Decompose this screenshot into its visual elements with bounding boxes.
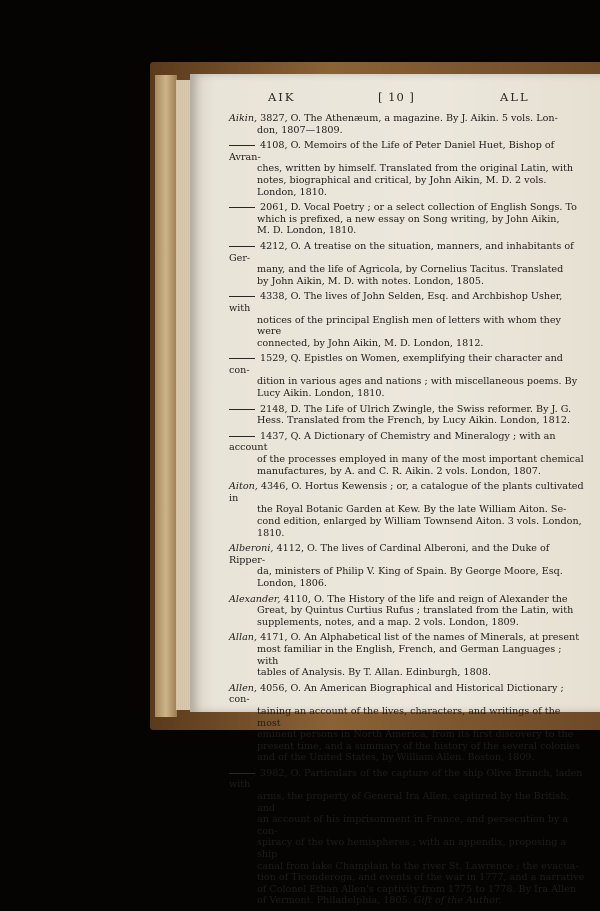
catalogue-entry — [229, 202, 585, 237]
catalogue-entry — [229, 594, 585, 629]
entry-continuation-line: the Royal Botanic Garden at Kew. By the late William Aiton. Se- — [257, 504, 567, 516]
entry-continuation-line: of Vermont. Philadelphia, 1805. Gift of the Author. — [257, 895, 502, 907]
header-right: ALL — [500, 90, 530, 104]
entry-continuation-line: of the processes employed in many of the most important chemical — [257, 454, 584, 466]
entry-first-line — [229, 481, 585, 504]
catalogue-entry — [229, 140, 585, 198]
entry-text: 2061, D. Vocal Poetry ; or a select collection of English Songs. To — [257, 202, 577, 214]
entry-text: 2148, D. The Life of Ulrich Zwingle, the Swiss reformer. By J. G. — [257, 403, 572, 415]
entry-first-line — [229, 291, 585, 314]
catalogue-entry — [229, 404, 585, 427]
entry-text: 3982, O. Particulars of the capture of the ship Olive Branch, laden with — [229, 767, 583, 791]
entry-continuation-line: connected, by John Aikin, M. D. London, 1812. — [257, 337, 484, 349]
gift-note: Gift of the Author. — [410, 895, 502, 907]
page-number: [ 10 ] — [378, 90, 415, 104]
entry-continuation-line: taining an account of the lives, characters, and writings of the most — [257, 705, 561, 729]
catalogue-entries — [229, 113, 585, 911]
entry-continuation-line: supplements, notes, and a map. 2 vols. London, 1809. — [257, 616, 519, 628]
entry-continuation-line: London, 1806. — [257, 577, 327, 589]
entry-headword: Aiton, — [229, 481, 258, 493]
entry-continuation-line: Hess. Translated from the French, by Lucy Aikin. London, 1812. — [257, 415, 571, 427]
book-spine-edge — [155, 75, 177, 717]
entry-continuation-line: manufactures, by A. and C. R. Aikin. 2 vols. London, 1807. — [257, 465, 541, 477]
catalogue-entry — [229, 632, 585, 678]
entry-first-line — [229, 543, 585, 566]
entry-text: 1437, Q. A Dictionary of Chemistry and Mineralogy ; with an account — [229, 430, 556, 454]
entry-continuation-line: 1810. — [257, 527, 285, 539]
entry-headword: Alexander, — [229, 593, 281, 605]
entry-first-line — [229, 594, 585, 606]
entry-continuation-line: spiracy of the two hemispheres ; with an appendix, proposing a ship — [257, 837, 567, 861]
entry-first-line — [229, 431, 585, 454]
entry-continuation-line: most familiar in the English, French, and German Languages ; with — [257, 643, 562, 667]
entry-first-line — [229, 140, 585, 163]
entry-continuation-line: London, 1810. — [257, 186, 327, 198]
entry-continuation-line: notes, biographical and critical, by John Aikin, M. D. 2 vols. — [257, 174, 547, 186]
entry-continuation-line: Lucy Aikin. London, 1810. — [257, 388, 385, 400]
entry-text: 4112, O. The lives of Cardinal Alberoni, and the Duke of Ripper- — [229, 543, 550, 566]
entry-first-line — [229, 113, 585, 125]
entry-text: 4108, O. Memoirs of the Life of Peter Daniel Huet, Bishop of Avran- — [229, 140, 555, 163]
catalogue-entry — [229, 481, 585, 539]
entry-continuation-line: Great, by Quintus Curtius Rufus ; translated from the Latin, with — [257, 605, 574, 617]
entry-text: 1529, Q. Epistles on Women, exemplifying their character and con- — [229, 353, 563, 376]
entry-continuation-line: tables of Analysis. By T. Allan. Edinburgh, 1808. — [257, 667, 491, 679]
ditto-dash — [229, 296, 255, 297]
entry-continuation-line: da, ministers of Philip V. King of Spain. By George Moore, Esq. — [257, 566, 563, 578]
entry-headword: Aikin, — [229, 113, 258, 124]
catalogue-entry — [229, 291, 585, 349]
entry-continuation-line: by John Aikin, M. D. with notes. London, 1805. — [257, 275, 485, 287]
entry-first-line — [229, 683, 585, 706]
catalogue-entry — [229, 431, 585, 477]
entry-continuation-line: M. D. London, 1810. — [257, 225, 357, 237]
entry-first-line — [229, 241, 585, 264]
running-header — [268, 90, 568, 106]
entry-continuation-line: which is prefixed, a new essay on Song writing, by John Aikin, — [257, 213, 560, 225]
entry-continuation-line: and of the United States, by William Allen. Boston, 1809. — [257, 752, 535, 764]
header-left: AIK — [268, 90, 296, 104]
catalogue-entry — [229, 768, 585, 907]
entry-continuation-line: cond edition, enlarged by William Townsend Aiton. 3 vols. London, — [257, 516, 582, 527]
entry-continuation-line: canal from lake Champlain to the river St. Lawrence ; the evacua- — [257, 860, 579, 872]
entry-text: 4338, O. The lives of John Selden, Esq. and Archbishop Usher, with — [229, 291, 563, 314]
ditto-dash — [229, 436, 255, 437]
entry-continuation-line: tion of Ticonderoga, and events of the war in 1777, and a narrative — [257, 872, 585, 884]
catalogue-entry — [229, 241, 585, 287]
entry-continuation-line: ches, written by himself. Translated from the original Latin, with — [257, 163, 574, 175]
entry-headword: Allen, — [229, 682, 257, 694]
catalogue-entry — [229, 113, 585, 136]
entry-continuation-line: an account of his imprisonment in France, and persecution by a con- — [257, 814, 569, 837]
entry-text: 3827, O. The Athenæum, a magazine. By J. Aikin. 5 vols. Lon- — [257, 113, 558, 124]
catalogue-entry — [229, 683, 585, 764]
entry-continuation-line: don, 1807—1809. — [257, 124, 343, 136]
entry-continuation-line: present time, and a summary of the history of the several colonies — [257, 740, 580, 752]
entry-continuation-line: of Colonel Ethan Allen's captivity from 1775 to 1778. By Ira Allen — [257, 883, 577, 895]
entry-headword: Allan, — [229, 632, 258, 644]
entry-continuation-line: eminent persons in North America, from its first discovery to the — [257, 729, 574, 741]
entry-text: 4212, O. A treatise on the situation, manners, and inhabitants of Ger- — [229, 240, 574, 264]
entry-first-line — [229, 768, 585, 791]
catalogue-entry — [229, 353, 585, 399]
ditto-dash — [229, 358, 255, 359]
entry-text: 4346, O. Hortus Kewensis ; or, a catalogue of the plants cultivated in — [229, 481, 584, 504]
catalogue-entry — [229, 543, 585, 589]
entry-text: 4110, O. The History of the life and reign of Alexander the — [280, 593, 568, 605]
entry-continuation-line: dition in various ages and nations ; with miscellaneous poems. By — [257, 376, 578, 388]
entry-first-line — [229, 632, 585, 644]
ditto-dash — [229, 207, 255, 208]
entry-first-line — [229, 353, 585, 376]
ditto-dash — [229, 773, 255, 774]
ditto-dash — [229, 145, 255, 146]
entry-headword: Alberoni, — [229, 543, 274, 555]
ditto-dash — [229, 246, 255, 247]
entry-continuation-line: arms, the property of General Ira Allen, captured by the British, and — [257, 791, 570, 814]
entry-continuation-line: notices of the principal English men of letters with whom they were — [257, 314, 561, 338]
entry-first-line — [229, 202, 585, 214]
entry-continuation-line: many, and the life of Agricola, by Cornelius Tacitus. Translated — [257, 264, 564, 276]
entry-first-line — [229, 404, 585, 416]
ditto-dash — [229, 409, 255, 410]
entry-text: 4171, O. An Alphabetical list of the names of Minerals, at present — [257, 632, 580, 644]
entry-text: 4056, O. An American Biographical and Historical Dictionary ; con- — [229, 682, 564, 706]
